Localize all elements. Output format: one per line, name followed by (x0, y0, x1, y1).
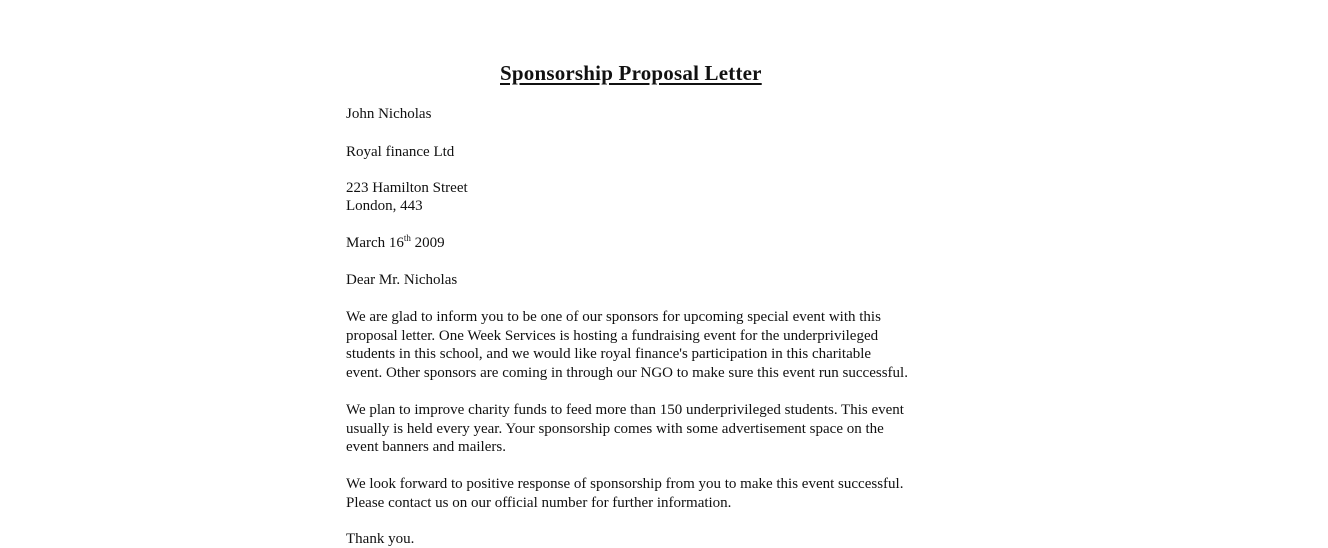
paragraph-3 (346, 475, 956, 512)
recipient-name: John Nicholas (346, 106, 432, 122)
closing: Thank you. (346, 531, 415, 547)
paragraph-line: event banners and mailers. (346, 439, 506, 455)
recipient-company: Royal finance Ltd (346, 144, 455, 160)
date-month-day: March 16 (346, 235, 404, 251)
paragraph-line: proposal letter. One Week Services is hosting a fundraising event for the underprivileged (346, 327, 879, 344)
paragraph-2 (346, 401, 956, 457)
salutation: Dear Mr. Nicholas (346, 272, 458, 288)
paragraph-line: We plan to improve charity funds to feed more than 150 underprivileged students. This event (346, 402, 904, 418)
paragraph-line: event. Other sponsors are coming in through our NGO to make sure this event run successful. (346, 364, 908, 381)
paragraph-line: students in this school, and we would like royal finance's participation in this charitable (346, 346, 872, 362)
paragraph-line: Please contact us on our official number for further information. (346, 494, 732, 511)
paragraph-line: We look forward to positive response of sponsorship from you to make this event successful. (346, 476, 904, 492)
date-year: 2009 (410, 235, 445, 251)
paragraph-line: usually is held every year. Your sponsorship comes with some advertisement space on the (346, 420, 884, 437)
paragraph-line: We are glad to inform you to be one of our sponsors for upcoming special event with this (346, 309, 881, 325)
date-ordinal-suffix: th (403, 233, 411, 243)
letter-date (346, 234, 445, 252)
recipient-street: 223 Hamilton Street (346, 180, 468, 196)
recipient-city: London, 443 (346, 198, 423, 214)
paragraph-1 (346, 308, 956, 382)
letter-title: Sponsorship Proposal Letter (500, 61, 762, 85)
